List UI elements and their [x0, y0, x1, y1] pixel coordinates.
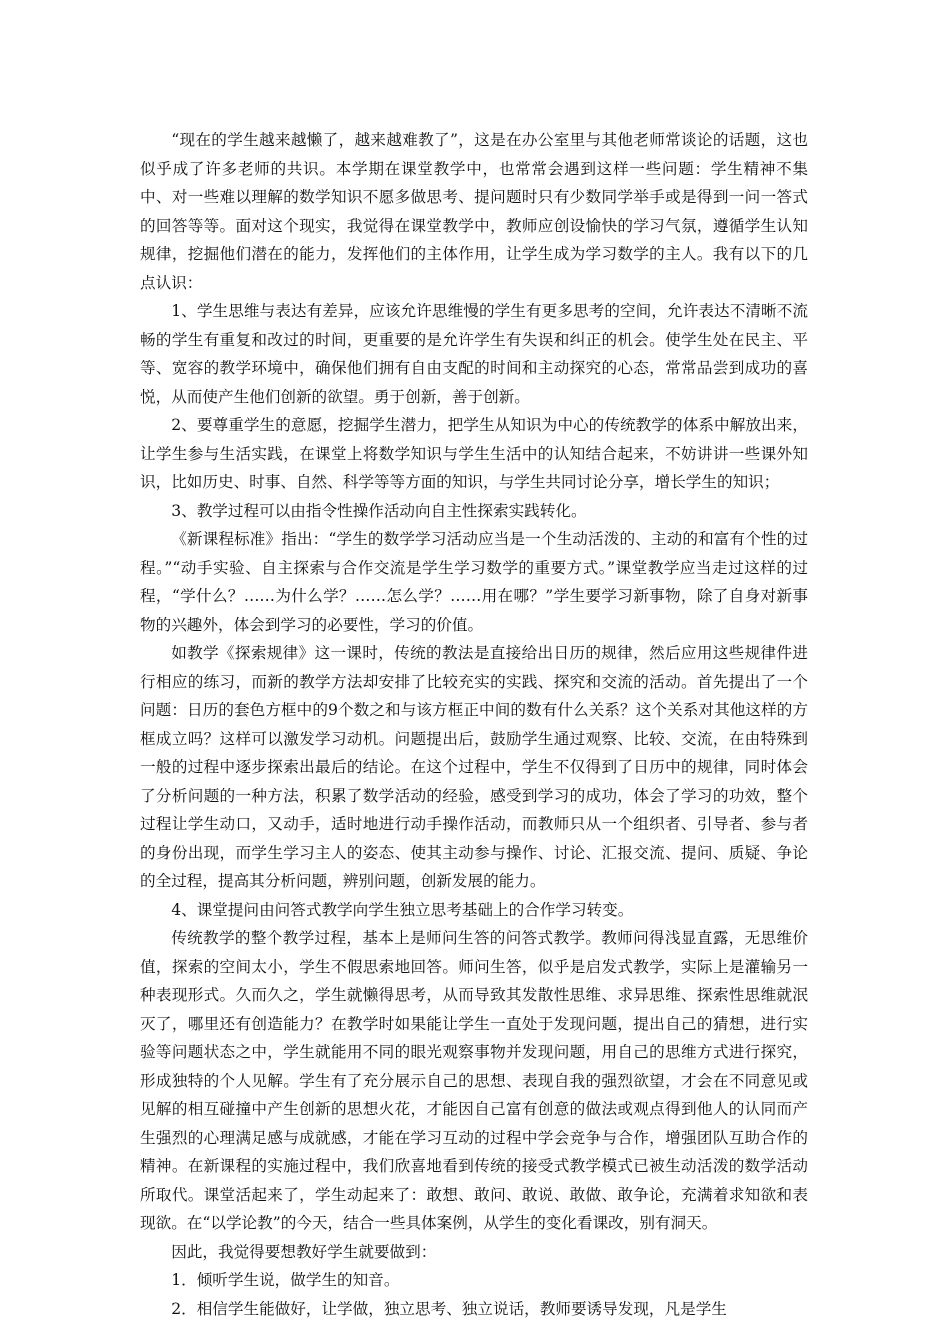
document-body	[140, 126, 808, 1323]
paragraph-item-1: 1．倾听学生说，做学生的知音。	[171, 1271, 400, 1289]
paragraph-point-3: 3、教学过程可以由指令性操作活动向自主性探索实践转化。	[171, 501, 587, 520]
paragraph-example: 如教学《探索规律》这一课时，传统的教法是直接给出日历的规律，然后应用这些规律件进行相应的练习，而新的教学方法却安排了比较充实的实践、探究和交流的活动。首先提出了一个问题：日历的套色方框中的9个数之和与该方框正中间的数有什么关系？这个关系对其他这样的方框成立吗？这样可以激发学习动机。问题提出后，鼓励学生通过观察、比较、交流，在由特殊到一般的过程中逐步探索出最后的结论。在这个过程中，学生不仅得到了日历中的规律，同时体会了分析问题的一种方法，积累了数学活动的经验，感受到学习的成功，体会了学习的功效，整个过程让学生动口，又动手，适时地进行动手操作活动，而教师只从一个组织者、引导者、参与者的身份出现，而学生学习主人的姿态、使其主动参与操作、讨论、汇报交流、提问、质疑、争论的全过程，提高其分析问题，辨别问题，创新发展的能力。	[140, 644, 808, 890]
paragraph-traditional-teaching: 传统教学的整个教学过程，基本上是师问生答的问答式教学。教师问得浅显直露，无思维价值，探索的空间太小，学生不假思索地回答。师问生答，似乎是启发式教学，实际上是灌输另一种表现形式。久而久之，学生就懒得思考，从而导致其发散性思维、求异思维、探索性思维就泯灭了，哪里还有创造能力？在教学时如果能让学生一直处于发现问题，提出自己的猜想，进行实验等问题状态之中，学生就能用不同的眼光观察事物并发现问题，用自己的思维方式进行探究，形成独特的个人见解。学生有了充分展示自己的思想、表现自我的强烈欲望，才会在不同意见或见解的相互碰撞中产生创新的思想火花，才能因自己富有创意的做法或观点得到他人的认同而产生强烈的心理满足感与成就感，才能在学习互动的过程中学会竞争与合作，增强团队互助合作的精神。在新课程的实施过程中，我们欣喜地看到传统的接受式教学模式已被生动活泼的数学活动所取代。课堂活起来了，学生动起来了：敢想、敢问、敢说、敢做、敢争论，充满着求知欲和表现欲。在“以学论教”的今天，结合一些具体案例，从学生的变化看课改，别有洞天。	[140, 929, 808, 1232]
paragraph-curriculum-standard: 《新课程标准》指出：“学生的数学学习活动应当是一个生动活泼的、主动的和富有个性的过程。”“动手实验、自主探索与合作交流是学生学习数学的重要方式。”课堂教学应当走过这样的过程，“学什么？……为什么学？……怎么学？……用在哪？”学生要学习新事物，除了自身对新事物的兴趣外，体会到学习的必要性，学习的价值。	[140, 530, 808, 634]
paragraph-point-4: 4、课堂提问由问答式教学向学生独立思考基础上的合作学习转变。	[171, 900, 634, 919]
paragraph-point-1: 1、学生思维与表达有差异，应该允许思维慢的学生有更多思考的空间，允许表达不清晰不流畅的学生有重复和改过的时间，更重要的是允许学生有失误和纠正的机会。使学生处在民主、平等、宽容的教学环境中，确保他们拥有自由支配的时间和主动探究的心态，常常品尝到成功的喜悦，从而使产生他们创新的欲望。勇于创新，善于创新。	[140, 302, 808, 406]
paragraph-therefore: 因此，我觉得要想教好学生就要做到：	[171, 1242, 437, 1261]
paragraph-item-2: 2．相信学生能做好，让学做，独立思考、独立说话，教师要诱导发现，凡是学生	[171, 1299, 727, 1318]
paragraph-intro: “现在的学生越来越懒了，越来越难教了”，这是在办公室里与其他老师常谈论的话题，这也似乎成了许多老师的共识。本学期在课堂教学中，也常常会遇到这样一些问题：学生精神不集中、对一些难以理解的数学知识不愿多做思考、提问题时只有少数同学举手或是得到一问一答式的回答等等。面对这个现实，我觉得在课堂教学中，教师应创设愉快的学习气氛，遵循学生认知规律，挖掘他们潜在的能力，发挥他们的主体作用，让学生成为学习数学的主人。我有以下的几点认识：	[140, 131, 808, 292]
paragraph-point-2: 2、要尊重学生的意愿，挖掘学生潜力，把学生从知识为中心的传统教学的体系中解放出来，让学生参与生活实践，在课堂上将数学知识与学生生活中的认知结合起来，不妨讲讲一些课外知识，比如历史、时事、自然、科学等等方面的知识，与学生共同讨论分享，增长学生的知识；	[140, 416, 808, 491]
